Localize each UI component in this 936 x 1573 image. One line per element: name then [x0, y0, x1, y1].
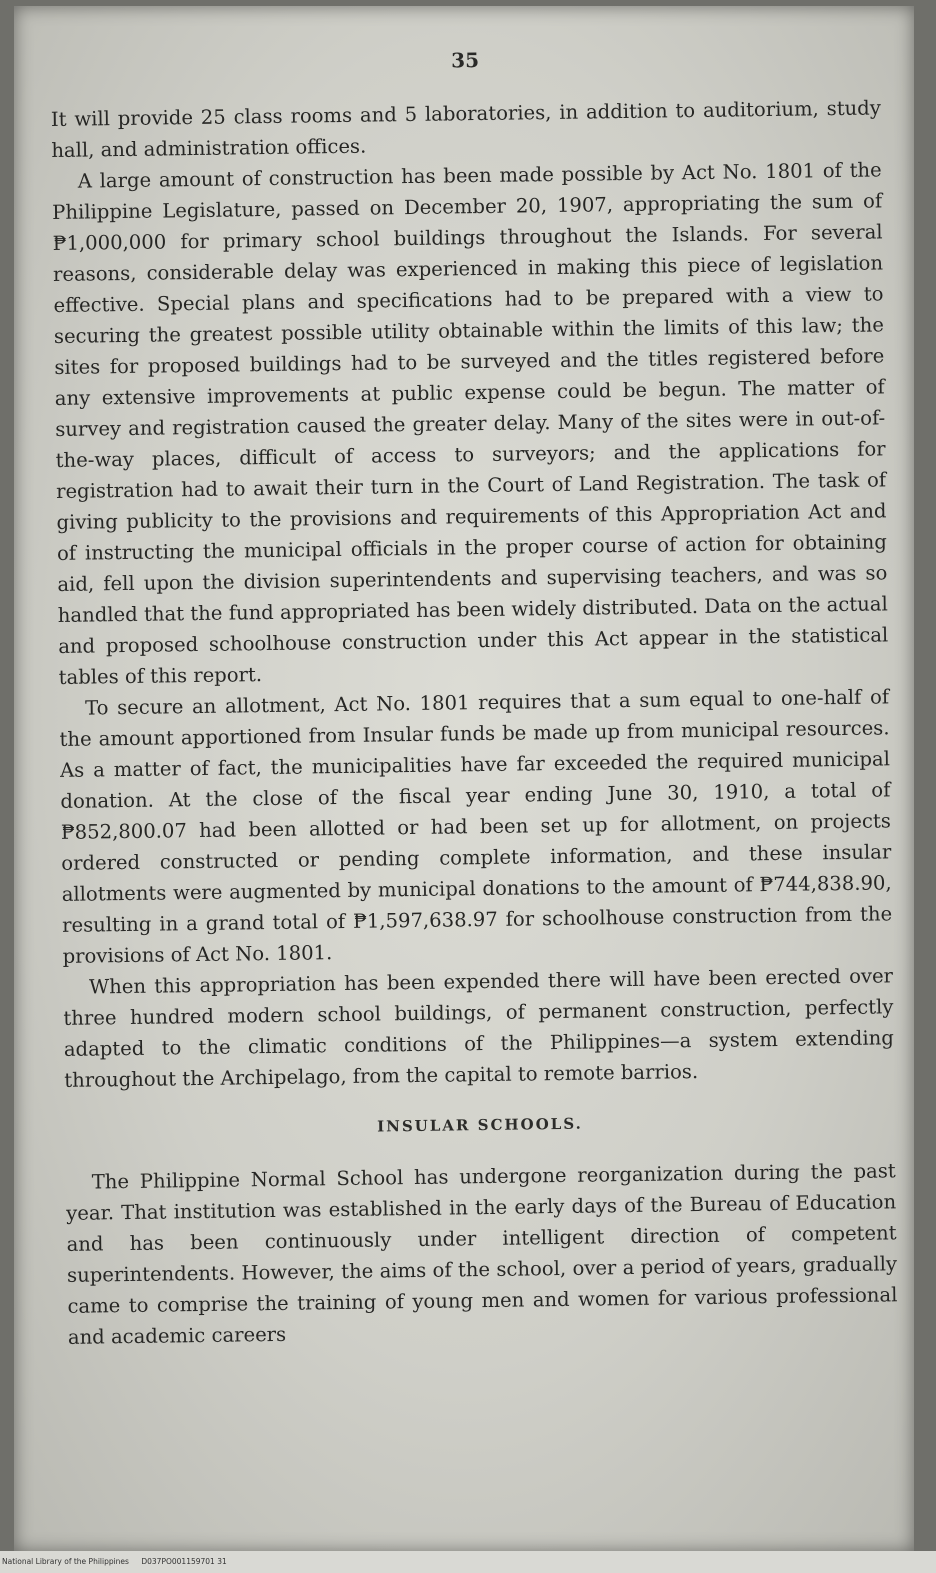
footer-library: National Library of the Philippines [2, 1557, 129, 1566]
section-heading: INSULAR SCHOOLS. [377, 1114, 583, 1136]
paragraph: When this appropriation has been expended there will have been erected over three hundred modern school buildings, of permanent construction, perfectly adapted to the climatic conditions of the Philippines—a system extending throughout the Archipelago, from the capital to remote barrios. [63, 964, 894, 1092]
paragraph: To secure an allotment, Act No. 1801 requires that a sum equal to one-half of the amount apportioned from Insular funds be made up from municipal resources. As a matter of fact, the municipalities have far exceeded the required municipal donation. At the close of the fiscal year ending June 30, 1910, a total of ₱852,800.07 had been allotted or had been set up for allotment, on projects ordered constructed or pending complete information, and these insular allotments were augmented by municipal donations to the amount of ₱744,838.90, resulting in a grand total of ₱1,597,638.97 for schoolhouse construction from the provisions of Act No. 1801. [59, 685, 893, 968]
footer-identifier: D037PO001159701 31 [141, 1557, 227, 1566]
page-content [50, 42, 898, 1352]
scanned-page [14, 6, 914, 1552]
page-number: 35 [451, 48, 480, 73]
paragraph: It will provide 25 class rooms and 5 laboratories, in addition to auditorium, study hall, and administration offices. [50, 96, 881, 162]
paragraph: A large amount of construction has been made possible by Act No. 1801 of the Philippine Legislature, passed on December 20, 1907, appropriating the sum of ₱1,000,000 for primary school buildings throughout the Islands. For several reasons, considerable delay was experienced in making this piece of legislation effective. Special plans and specifications had to be prepared with a view to securing the greatest possible utility obtainable within the limits of this law; the sites for proposed buildings had to be surveyed and the titles registered before any extensive improvements at public expense could be begun. The matter of survey and registration caused the greater delay. Many of the sites were in out-of-the-way places, difficult of access to surveyors; and the applications for registration had to await their turn in the Court of Land Registration. The task of giving publicity to the provisions and requirements of this Appropriation Act and of instructing the municipal officials in the proper course of action for obtaining aid, fell upon the division superintendents and supervising teachers, and was so handled that the fund appropriated has been widely distributed. Data on the actual and proposed schoolhouse construction under this Act appear in the statistical tables of this report. [52, 158, 889, 689]
paragraph: The Philippine Normal School has undergone reorganization during the past year. That institution was established in the early days of the Bureau of Education and has been continuously under intelligent direction of competent superintendents. However, the aims of the school, over a period of years, gradually came to comprise the training of young men and women for various professional and academic careers [66, 1159, 898, 1349]
scan-footer [0, 1551, 936, 1573]
